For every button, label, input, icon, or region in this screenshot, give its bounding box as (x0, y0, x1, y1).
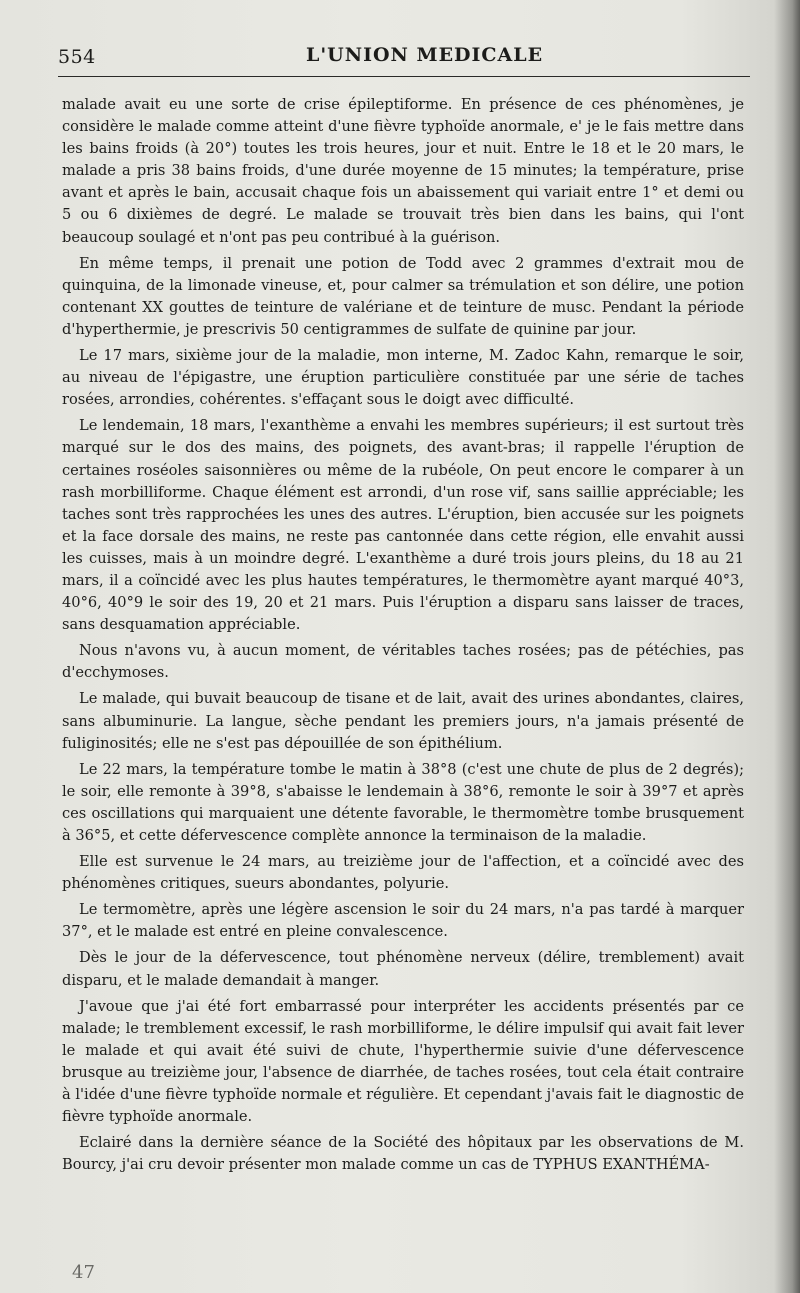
header-rule (58, 76, 750, 77)
page-number: 554 (58, 46, 96, 68)
paragraph: malade avait eu une sorte de crise épileptiforme. En présence de ces phénomènes, je considère le malade comme atteint d'une fièvre typhoïde anormale, e' je le fais mettre dans les bains froids (à 20°) toutes les trois heures, jour et nuit. Entre le 18 et le 20 mars, le malade a pris 38 bains froids, d'une durée moyenne de 15 minutes; la température, prise avant et après le bain, accusait chaque fois un abaissement qui variait entre 1° et demi ou 5 ou 6 dixièmes de degré. Le malade se trouvait très bien dans les bains, qui l'ont beaucoup soulagé et n'ont pas peu contribué à la guérison. (62, 96, 744, 246)
signature-mark: 47 (72, 1262, 95, 1283)
paragraph: J'avoue que j'ai été fort embarrassé pour interpréter les accidents présentés par ce malade; le tremblement excessif, le rash morbilliforme, le délire impulsif qui avait fait lever le malade et qui avait été suivi de chute, l'hyperthermie suivie d'une défervescence brusque au treizième jour, l'absence de diarrhée, de taches rosées, tout cela était contraire à l'idée d'une fièvre typhoïde normale et régulière. Et cependant j'avais fait le diagnostic de fièvre typhoïde anormale. (62, 997, 744, 1126)
paragraph: Le malade, qui buvait beaucoup de tisane et de lait, avait des urines abondantes, claires, sans albuminurie. La langue, sèche pendant les premiers jours, n'a jamais présenté de fuliginosités; elle ne s'est pas dépouillée de son épithélium. (62, 690, 744, 752)
paragraph: Le 22 mars, la température tombe le matin à 38°8 (c'est une chute de plus de 2 degrés); le soir, elle remonte à 39°8, s'abaisse le lendemain à 38°6, remonte le soir à 39°7 et après ces oscillations qui marquaient une détente favorable, le thermomètre tombe brusquement à 36°5, et cette défervescence complète annonce la terminaison de la maladie. (62, 760, 744, 844)
paragraph: Le lendemain, 18 mars, l'exanthème a envahi les membres supérieurs; il est surtout très marqué sur le dos des mains, des poignets, des avant-bras; il rappelle l'éruption de certaines roséoles saisonnières ou même de la rubéole, On peut encore le comparer à un rash morbilliforme. Chaque élément est arrondi, d'un rose vif, sans saillie appréciable; les taches sont très rapprochées les unes des autres. L'éruption, bien accusée sur les poignets et la face dorsale des mains, ne reste pas cantonnée dans cette région, elle envahit aussi les cuisses, mais à un moindre degré. L'exanthème a duré trois jours pleins, du 18 au 21 mars, il a coïncidé avec les plus hautes températures, le thermomètre ayant marqué 40°3, 40°6, 40°9 le soir des 19, 20 et 21 mars. Puis l'éruption a disparu sans laisser de traces, sans desquamation appréciable. (62, 417, 744, 634)
page-header (58, 42, 750, 72)
paragraph: En même temps, il prenait une potion de Todd avec 2 grammes d'extrait mou de quinquina, de la limonade vineuse, et, pour calmer sa trémulation et son délire, une potion contenant XX gouttes de teinture de valériane et de teinture de musc. Pendant la période d'hyperthermie, je prescrivis 50 centigrammes de sulfate de quinine par jour. (62, 254, 744, 338)
paragraph: Le 17 mars, sixième jour de la maladie, mon interne, M. Zadoc Kahn, remarque le soir, au niveau de l'épigastre, une éruption particulière constituée par une série de taches rosées, arrondies, cohérentes. s'effaçant sous le doigt avec difficulté. (62, 347, 744, 409)
paragraph: Dès le jour de la défervescence, tout phénomène nerveux (délire, tremblement) avait disparu, et le malade demandait à manger. (62, 949, 744, 989)
paragraph: Nous n'avons vu, à aucun moment, de véritables taches rosées; pas de pétéchies, pas d'ecchymoses. (62, 642, 744, 682)
binding-shadow (774, 0, 800, 1293)
paragraph: Eclairé dans la dernière séance de la Société des hôpitaux par les observations de M. Bourcy, j'ai cru devoir présenter mon malade comme un cas de TYPHUS EXANTHÉMA- (62, 1134, 744, 1174)
journal-title: L'UNION MEDICALE (306, 44, 544, 66)
paragraph: Elle est survenue le 24 mars, au treizième jour de l'affection, et a coïncidé avec des phénomènes critiques, sueurs abondantes, polyurie. (62, 853, 744, 893)
article-body (62, 94, 744, 1180)
paragraph: Le termomètre, après une légère ascension le soir du 24 mars, n'a pas tardé à marquer 37°, et le malade est entré en pleine convalescence. (62, 901, 744, 941)
